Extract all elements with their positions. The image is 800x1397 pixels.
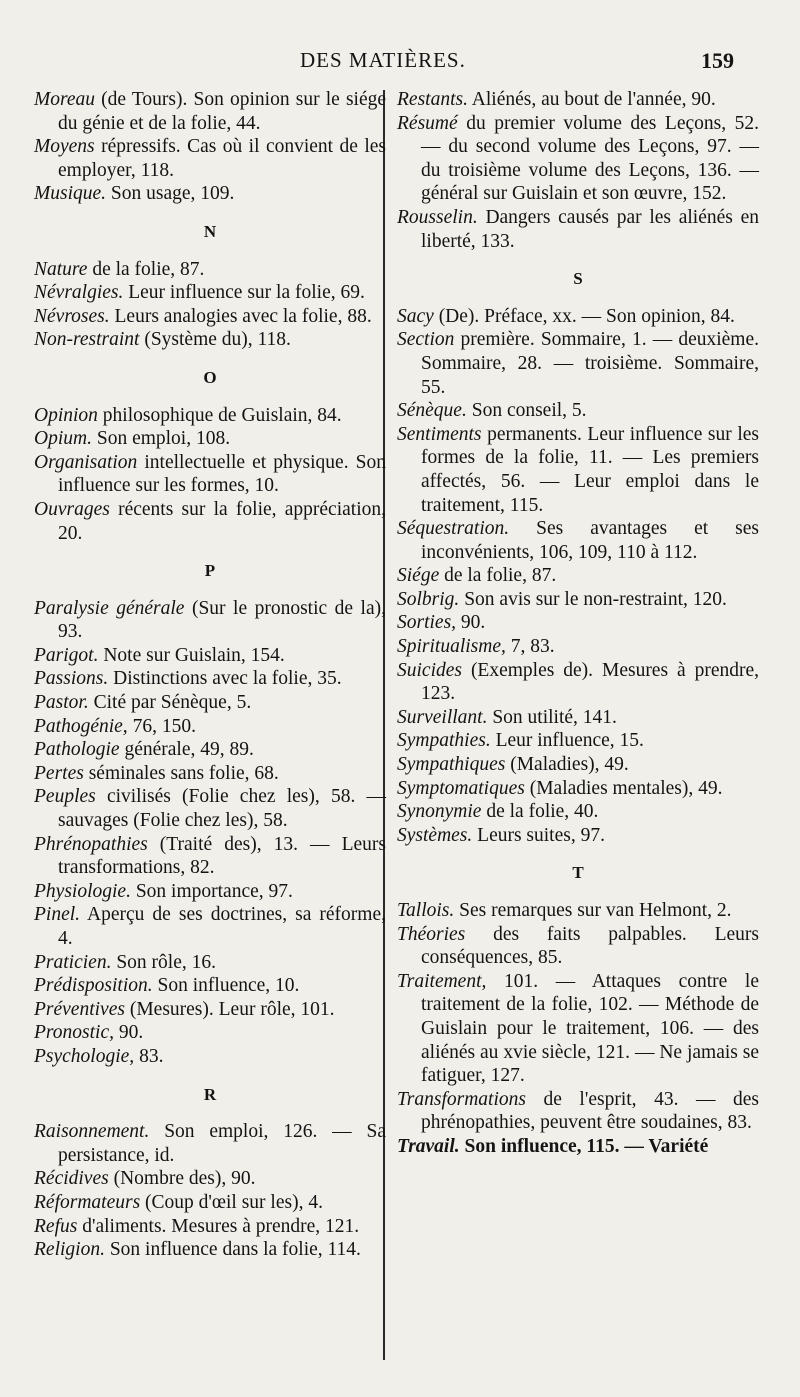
group-p (34, 597, 386, 1069)
index-entry: Organisation intellectuelle et physique. Son influence sur les formes, 10. (34, 451, 387, 497)
index-entry: Opium. Son emploi, 108. (34, 428, 231, 450)
index-entry: Traitement, 101. — Attaques contre le traitement de la folie, 102. — Méthode de Guislain pour le traitement, 106. — des aliénés au xvie siècle, 121. — Ne jamais se fatiguer, 127. (397, 970, 759, 1087)
index-entry: Siége de la folie, 87. (397, 565, 557, 587)
index-entry: Peuples civilisés (Folie chez les), 58. — sauvages (Folie chez les), 58. (34, 786, 387, 832)
section-letter-n: N (203, 221, 217, 241)
index-entry: Suicides (Exemples de). Mesures à prendre, 123. (397, 659, 760, 705)
index-entry: Rousselin. Dangers causés par les aliénés en liberté, 133. (397, 206, 759, 252)
index-entry: Sentiments permanents. Leur influence sur les formes de la folie, 11. — Les premiers affectés, 56. — Leur emploi dans le traitement, 115. (397, 423, 760, 516)
right-column (397, 88, 759, 1159)
index-entry: Pronostic, 90. (34, 1022, 144, 1044)
index-entry: Physiologie. Son importance, 97. (34, 880, 293, 902)
index-entry: Pastor. Cité par Sénèque, 5. (34, 692, 252, 714)
index-entry: Surveillant. Son utilité, 141. (397, 706, 617, 728)
index-entry: Théories des faits palpables. Leurs conséquences, 85. (397, 923, 760, 969)
index-entry: Travail. Son influence, 115. — Variété (397, 1135, 709, 1157)
index-entry: Récidives (Nombre des), 90. (34, 1168, 256, 1190)
running-title: DES MATIÈRES. (300, 48, 466, 72)
group-r-cont (397, 88, 759, 253)
index-entry: Refus d'aliments. Mesures à prendre, 121. (34, 1215, 360, 1237)
index-entry: Phrénopathies (Traité des), 13. — Leurs transformations, 82. (34, 833, 387, 879)
index-entry: Solbrig. Son avis sur le non-restraint, 120. (397, 588, 727, 610)
section-letter-s: S (573, 269, 583, 289)
section-letter-r: R (203, 1084, 217, 1104)
index-entry: Ouvrages récents sur la folie, appréciation, 20. (34, 498, 386, 544)
index-entry: Sacy (De). Préface, xx. — Son opinion, 84. (397, 305, 735, 327)
index-entry: Préventives (Mesures). Leur rôle, 101. (34, 998, 335, 1020)
index-entry: Névroses. Leurs analogies avec la folie, 88. (34, 305, 372, 327)
index-entry: Nature de la folie, 87. (34, 258, 205, 280)
index-entry: Névralgies. Leur influence sur la folie, 69. (34, 282, 365, 304)
index-entry: Section première. Sommaire, 1. — deuxième. Sommaire, 28. — troisième. Sommaire, 55. (397, 329, 759, 398)
index-entry: Pertes séminales sans folie, 68. (34, 762, 279, 784)
section-letter-t: T (572, 863, 584, 883)
group-s (397, 305, 759, 848)
index-entry: Praticien. Son rôle, 16. (34, 951, 216, 973)
index-entry: Religion. Son influence dans la folie, 114. (34, 1239, 361, 1261)
index-entry: Sympathies. Leur influence, 15. (397, 730, 644, 752)
index-entry: Sorties, 90. (397, 612, 486, 634)
page-number: 159 (701, 48, 734, 73)
index-entry: Réformateurs (Coup d'œil sur les), 4. (34, 1191, 323, 1213)
section-letter-o: O (203, 367, 217, 387)
index-entry: Opinion philosophique de Guislain, 84. (34, 404, 342, 426)
index-entry: Moyens répressifs. Cas où il convient de les employer, 118. (34, 136, 386, 181)
index-entry: Psychologie, 83. (34, 1045, 164, 1067)
group-r (34, 1120, 386, 1262)
index-entry: Sénèque. Son conseil, 5. (397, 400, 587, 422)
section-letter-p: P (204, 561, 216, 581)
index-entry: Sympathiques (Maladies), 49. (397, 754, 629, 776)
index-entry: Restants. Aliénés, au bout de l'année, 90. (397, 89, 716, 110)
index-entry: Paralysie générale (Sur le pronostic de la), 93. (34, 597, 386, 643)
page-header (0, 44, 800, 78)
index-entry: Passions. Distinctions avec la folie, 35. (34, 668, 342, 690)
index-entry: Prédisposition. Son influence, 10. (34, 975, 300, 997)
index-entry: Moreau (de Tours). Son opinion sur le siége du génie et de la folie, 44. (34, 89, 387, 134)
index-entry: Musique. Son usage, 109. (34, 183, 235, 205)
index-entry: Transformations de l'esprit, 43. — des phrénopathies, peuvent être soudaines, 83. (397, 1088, 760, 1134)
index-entry: Spiritualisme, 7, 83. (397, 636, 555, 658)
index-entry: Pathologie générale, 49, 89. (34, 739, 254, 761)
index-entry: Symptomatiques (Maladies mentales), 49. (397, 777, 723, 799)
index-entry: Synonymie de la folie, 40. (397, 801, 599, 823)
index-entry: Pathogénie, 76, 150. (34, 715, 196, 737)
index-entry: Séquestration. Ses avantages et ses inconvénients, 106, 109, 110 à 112. (397, 518, 759, 563)
index-entry: Non-restraint (Système du), 118. (34, 329, 291, 351)
group-m (34, 88, 386, 206)
index-entry: Tallois. Ses remarques sur van Helmont, 2. (397, 900, 732, 921)
index-entry: Raisonnement. Son emploi, 126. — Sa persistance, id. (34, 1121, 386, 1166)
index-entry: Systèmes. Leurs suites, 97. (397, 824, 605, 846)
index-entry: Résumé du premier volume des Leçons, 52. — du second volume des Leçons, 97. — du troisième volume des Leçons, 136. — général sur Guislain et son œuvre, 152. (397, 112, 759, 205)
group-t (397, 899, 759, 1159)
left-column (34, 88, 386, 1262)
group-o (34, 404, 386, 546)
index-entry: Pinel. Aperçu de ses doctrines, sa réforme, 4. (34, 904, 386, 949)
group-n (34, 258, 386, 352)
index-entry: Parigot. Note sur Guislain, 154. (34, 644, 285, 666)
